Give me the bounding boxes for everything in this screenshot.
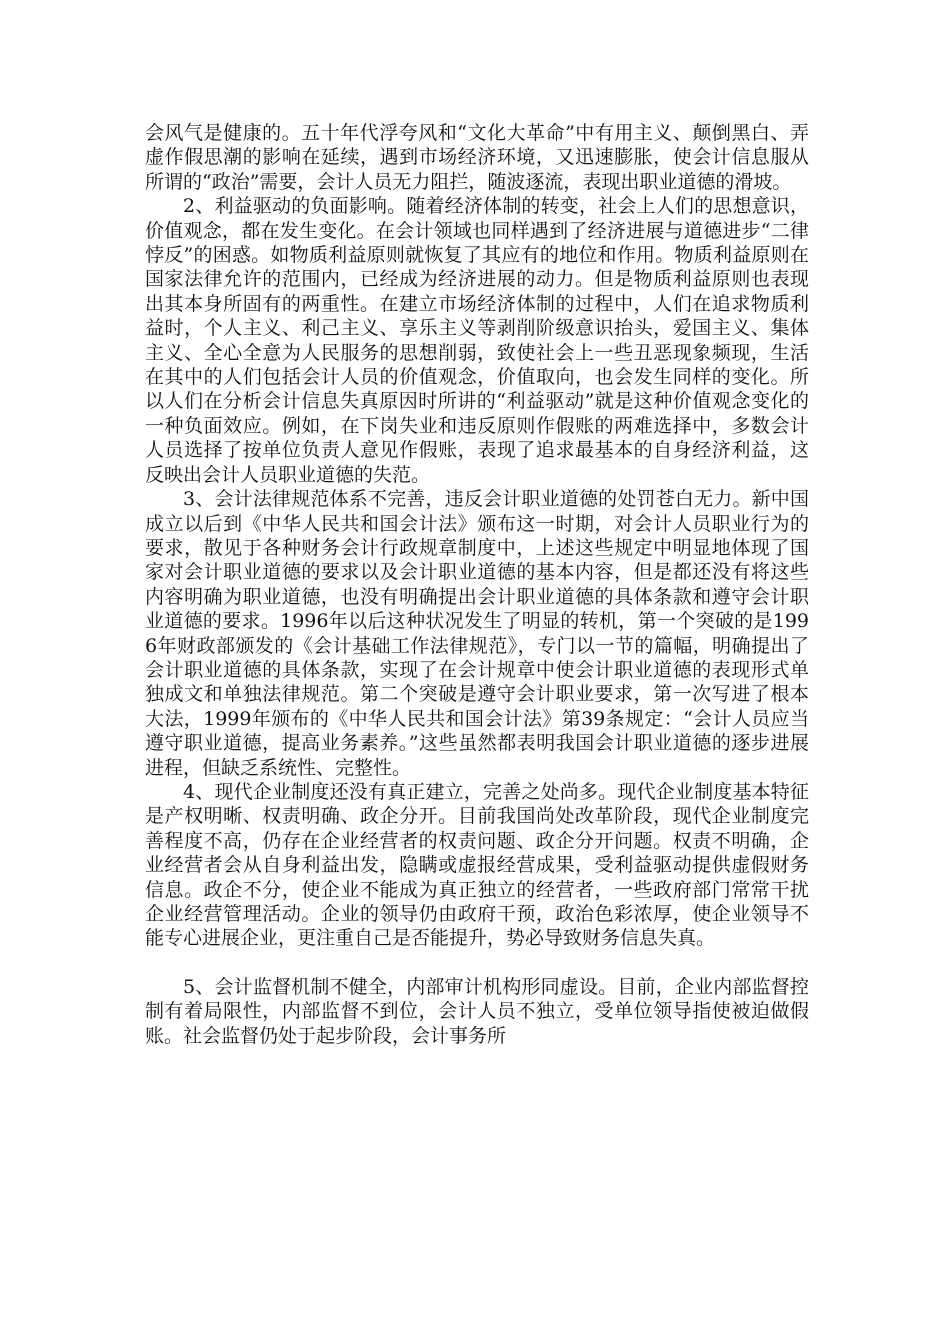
paragraph-supervision: 5、会计监督机制不健全，内部审计机构形同虚设。目前，企业内部监督控制有着局限性，内部监督不到位，会计人员不独立，受单位领导指使被迫做假账。社会监督仍处于起步阶段，会计事务所 <box>145 975 809 1047</box>
paragraph-interest-drive: 2、利益驱动的负面影响。随着经济体制的转变，社会上人们的思想意识，价值观念，都在发生变化。在会计领域也同样遇到了经济进展与道德进步“二律悖反”的困惑。如物质利益原则就恢复了其应有的地位和作用。物质利益原则在国家法律允许的范围内，已经成为经济进展的动力。但是物质利益原则也表现出其本身所固有的两重性。在建立市场经济体制的过程中，人们在追求物质利益时，个人主义、利己主义、享乐主义等剥削阶级意识抬头，爱国主义、集体主义、全心全意为人民服务的思想削弱，致使社会上一些丑恶现象频现，生活在其中的人们包括会计人员的价值观念，价值取向，也会发生同样的变化。所以人们在分析会计信息失真原因时所讲的“利益驱动”就是这种价值观念变化的一种负面效应。例如，在下岗失业和违反原则作假账的两难选择中，多数会计人员选择了按单位负责人意见作假账，表现了追求最基本的自身经济利益，这反映出会计人员职业道德的失范。 <box>145 195 809 486</box>
paragraph-continued: 会风气是健康的。五十年代浮夸风和“文化大革命”中有用主义、颠倒黑白、弄虚作假思潮的影响在延续，遇到市场经济环境，又迅速膨胀，使会计信息服从所谓的“政治”需要，会计人员无力阻拦，随波逐流，表现出职业道德的滑坡。 <box>145 122 809 193</box>
paragraph-legal-system: 3、会计法律规范体系不完善，违反会计职业道德的处罚苍白无力。新中国成立以后到《中华人民共和国会计法》颁布这一时期，对会计人员职业行为的要求，散见于各种财务会计行政规章制度中，上述这些规定中明显地体现了国家对会计职业道德的要求以及会计职业道德的基本内容，但是都还没有将这些内容明确为职业道德，也没有明确提出会计职业道德的具体条款和遵守会计职业道德的要求。1996年以后这种状况发生了明显的转机，第一个突破的是1996年财政部颁发的《会计基础工作法律规范》，专门以一节的篇幅，明确提出了会计职业道德的具体条款，实现了在会计规章中使会计职业道德的表现形式单独成文和单独法律规范。第二个突破是遵守会计职业要求，第一次写进了根本大法，1999年颁布的《中华人民共和国会计法》第39条规定：“会计人员应当遵守职业道德，提高业务素养。”这些虽然都表明我国会计职业道德的逐步进展进程，但缺乏系统性、完整性。 <box>145 488 809 779</box>
paragraph-enterprise-system: 4、现代企业制度还没有真正建立，完善之处尚多。现代企业制度基本特征是产权明晰、权责明确、政企分开。目前我国尚处改革阶段，现代企业制度完善程度不高，仍存在企业经营者的权责问题、政企分开问题。权责不明确，企业经营者会从自身利益出发，隐瞒或虚报经营成果，受利益驱动提供虚假财务信息。政企不分，使企业不能成为真正独立的经营者，一些政府部门常常干扰企业经营管理活动。企业的领导仍由政府干预，政治色彩浓厚，使企业领导不能专心进展企业，更注重自己是否能提升，势必导致财务信息失真。 <box>145 780 809 950</box>
document-body <box>145 121 809 1048</box>
